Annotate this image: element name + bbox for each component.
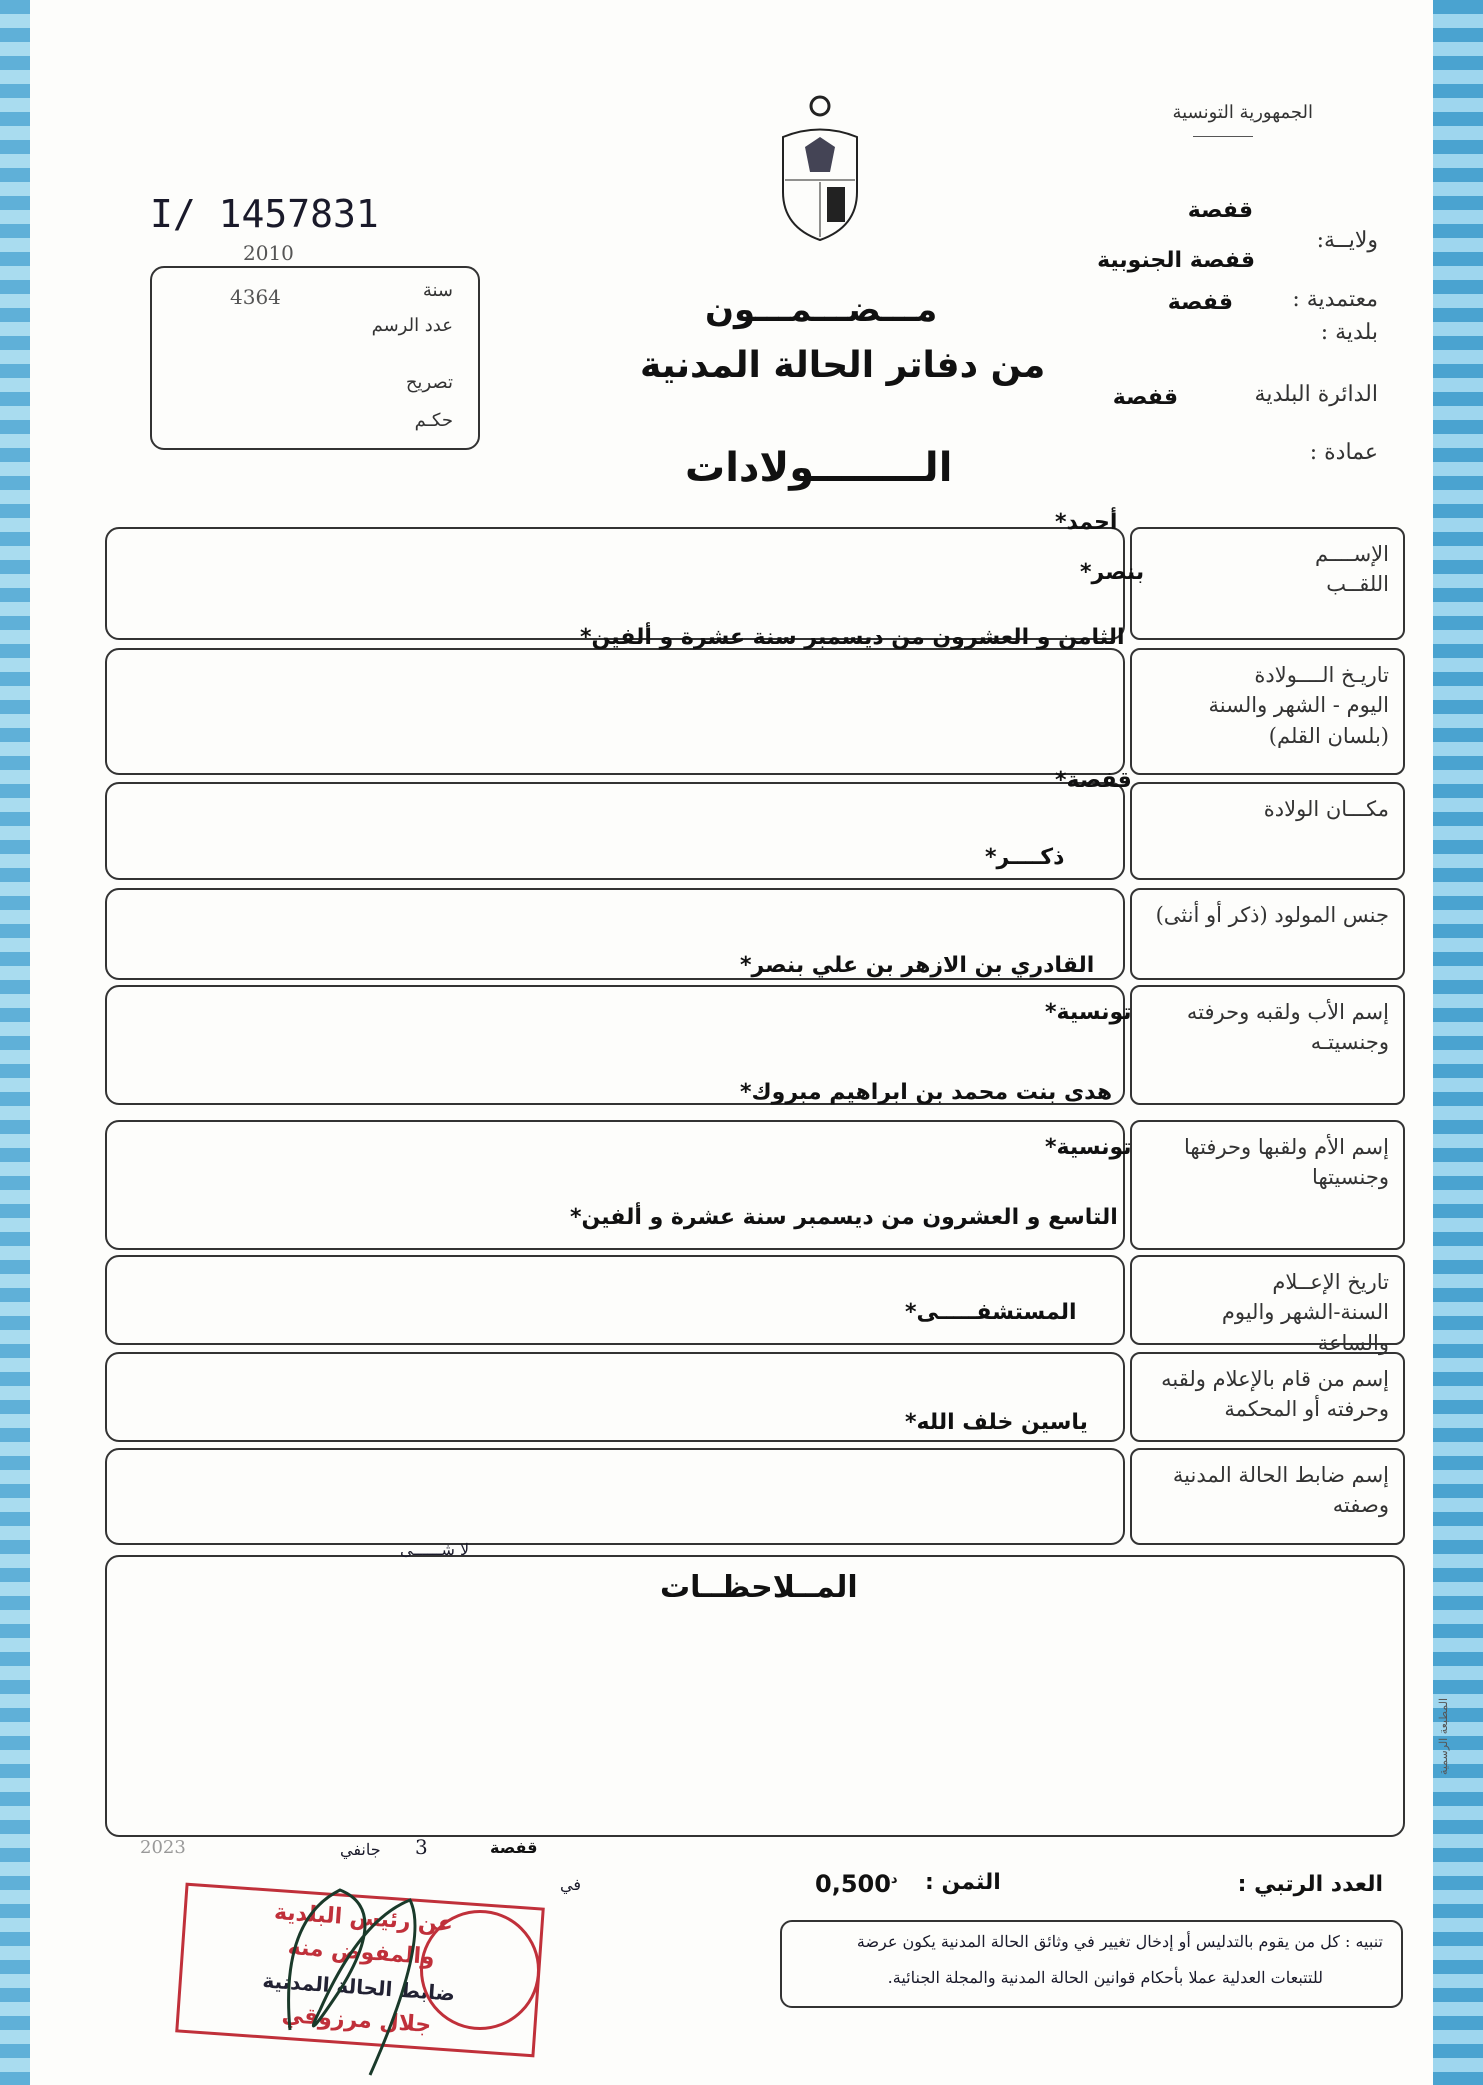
field-label: تاريـخ الــــولادة (1254, 663, 1389, 687)
field-value: بنصر* (1080, 560, 1145, 585)
section-title: الــــــــولادات (685, 445, 953, 491)
municipality-label: بلدية : (1320, 320, 1378, 345)
delegation-label: معتمدية : (1292, 287, 1378, 312)
field-label: إسم ضابط الحالة المدنية (1172, 1463, 1389, 1487)
field-value: تونسية* (1045, 1000, 1132, 1025)
printer-mark: المطبعة الرسمية (1437, 1697, 1451, 1776)
signature-icon (280, 1880, 480, 2080)
field-label: اللقــب (1326, 572, 1389, 597)
municipality-value: قفصة (1167, 290, 1233, 315)
field-label: الإســــم (1315, 542, 1389, 566)
field-label: مكـــان الولادة (1263, 797, 1389, 821)
divider (1193, 136, 1253, 137)
field-label: وحرفته أو المحكمة (1224, 1397, 1389, 1422)
year-label: سنة (422, 280, 453, 301)
field-label-box (1130, 648, 1405, 775)
price-value (815, 1870, 898, 1898)
field-label-box (1130, 888, 1405, 980)
stamp-line: عن رئيس البلدية (273, 1899, 454, 1938)
stamp-officer-title: ضابط الحالة المدنية (261, 1968, 456, 2006)
notice-line1: تنبيه : كل من يقوم بالتدليس أو إدخال تغيير في وثائق الحالة المدنية يكون عرضة (856, 1932, 1383, 1951)
field-label-box (1130, 782, 1405, 880)
price-label: الثمن : (925, 1870, 1001, 1895)
field-label: اليوم - الشهر والسنة (1208, 693, 1389, 718)
decorative-border-left (0, 0, 30, 2085)
footer-year: 2023 (140, 1837, 186, 1858)
value-box (105, 782, 1125, 880)
footer-place: قفصة (490, 1838, 538, 1857)
value-box (105, 1448, 1125, 1545)
remarks-title: المــلاحظــات (660, 1570, 858, 1605)
field-value: هدى بنت محمد بن ابراهيم مبروك* (740, 1080, 1113, 1105)
value-box (105, 527, 1125, 640)
field-value: أحمد* (1055, 510, 1118, 535)
field-label-box (1130, 1255, 1405, 1355)
field-value: الثامن و العشرون من ديسمبر سنة عشرة و ألفين* (580, 625, 1125, 650)
field-label: جنس المولود (ذكر أو أنثى) (1155, 903, 1389, 927)
field-value: ياسين خلف الله* (905, 1410, 1088, 1435)
field-value: التاسع و العشرون من ديسمبر سنة عشرة و ألفين* (570, 1205, 1118, 1230)
field-value: تونسية* (1045, 1135, 1132, 1160)
coat-of-arms-icon (775, 92, 865, 242)
number-label: عدد الرسم (371, 315, 453, 336)
price-amount: 0,500 (815, 1870, 891, 1898)
field-label: إسم الأم ولقبها وحرفتها (1184, 1135, 1389, 1159)
field-label: وجنسيتها (1312, 1165, 1389, 1190)
field-label: (بلسان القلم) (1268, 723, 1389, 748)
field-value: ذكــــر* (985, 845, 1065, 870)
wilaya-label: ولايــة: (1316, 228, 1378, 253)
serial-number: I/ 1457831 (150, 192, 379, 236)
stamp-line: جلال مرزوقي (280, 2002, 432, 2039)
field-label: وصفته (1332, 1493, 1389, 1518)
district-label: الدائرة البلدية (1254, 382, 1378, 407)
field-label: إسم الأب ولقبه وحرفته (1186, 1000, 1389, 1024)
republic-label: الجمهورية التونسية (1172, 102, 1313, 123)
stamp-line: والمفوض منه (286, 1934, 436, 1971)
field-label-box (1130, 527, 1405, 640)
footer-month: جانفي (340, 1840, 381, 1859)
judgment-label: حكـم (414, 410, 453, 431)
register-year-value: 2010 (243, 241, 294, 265)
field-label: السنة-الشهر واليوم والساعة (1221, 1300, 1389, 1355)
title-line1: مـــضـــمـــون (705, 290, 938, 330)
omada-label: عمادة : (1309, 440, 1378, 465)
field-label-box (1130, 1352, 1405, 1442)
footer-day: 3 (415, 1835, 428, 1859)
value-box (105, 1120, 1125, 1250)
field-label: تاريخ الإعــلام (1272, 1270, 1389, 1294)
field-label: إسم من قام بالإعلام ولقبه (1161, 1367, 1389, 1391)
field-label: وجنسيتـه (1310, 1030, 1389, 1055)
price-unit: د (890, 1872, 898, 1887)
footer-in-label: في (560, 1875, 581, 1894)
field-label-box (1130, 985, 1405, 1105)
serial-label: العدد الرتبي : (1237, 1872, 1383, 1897)
field-value: قفصة* (1055, 768, 1132, 793)
field-value: القادري بن الازهر بن علي بنصر* (740, 953, 1095, 978)
field-value: المستشفـــــى* (905, 1300, 1077, 1325)
title-line2: من دفاتر الحالة المدنية (640, 345, 1046, 386)
wilaya-value: قفصة (1187, 198, 1253, 223)
field-label-box (1130, 1120, 1405, 1250)
declaration-label: تصريح (405, 372, 453, 393)
delegation-value: قفصة الجنوبية (1097, 248, 1255, 273)
district-value: قفصة (1112, 385, 1178, 410)
remarks-value: لا شــــــى (400, 1540, 470, 1559)
register-number-value: 4364 (230, 285, 281, 309)
field-label-box (1130, 1448, 1405, 1545)
value-box (105, 648, 1125, 775)
notice-line2: للتتبعات العدلية عملا بأحكام قوانين الحالة المدنية والمجلة الجنائية. (887, 1968, 1323, 1987)
